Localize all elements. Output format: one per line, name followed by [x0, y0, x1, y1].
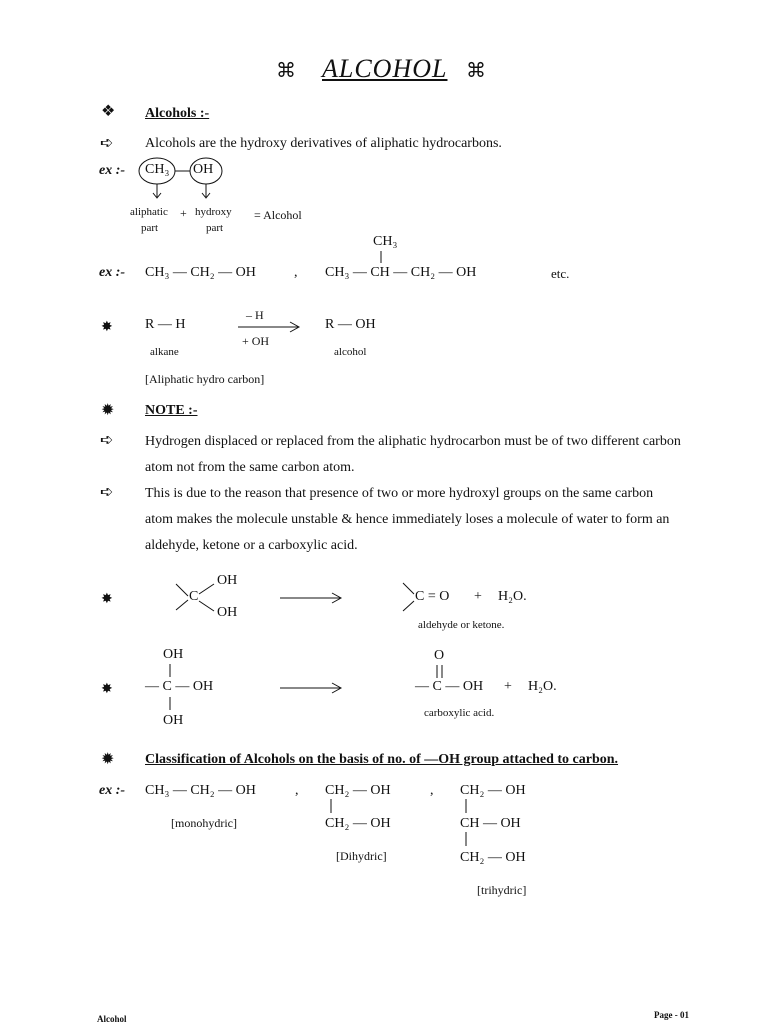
trihydric-line-2: CH — OH	[460, 816, 521, 831]
etc-text: etc.	[551, 266, 570, 281]
plus-sign: +	[180, 206, 187, 220]
star-bullet-icon: ✹	[101, 402, 115, 419]
definition-text: Alcohols are the hydroxy derivatives of aliphatic hydrocarbons.	[145, 136, 502, 151]
hydroxyl-bottom: OH	[163, 713, 184, 728]
carbonyl-formula: C = O	[415, 589, 450, 604]
plus-sign: +	[504, 679, 512, 694]
star-bullet-icon: ✸	[101, 682, 113, 697]
arrow-bullet-icon: ➪	[100, 135, 114, 152]
alcohol-label: alcohol	[334, 346, 367, 358]
example-label: ex :-	[99, 783, 126, 798]
note-paragraph-1: Hydrogen displaced or replaced from the aliphatic hydrocarbon must be of two different carbon atom not from the same carbon atom.	[145, 434, 681, 475]
trihydric-line-1: CH₂ — OH	[460, 783, 526, 798]
classification-heading: Classification of Alcohols on the basis of no. of —OH group attached to carbon.	[145, 752, 619, 767]
plus-sign: +	[474, 589, 482, 604]
comma: ,	[430, 783, 434, 798]
water-formula: H₂O.	[528, 679, 557, 694]
carboxyl-formula: — C — OH	[415, 679, 484, 694]
star-bullet-icon: ✹	[101, 751, 115, 768]
methyl-branch: CH₃	[373, 234, 398, 249]
hydroxyl-top: OH	[217, 573, 238, 588]
section-heading-alcohols: Alcohols :-	[145, 106, 210, 121]
arrow-bullet-icon: ➪	[100, 484, 114, 501]
page-title: ALCOHOL	[322, 54, 448, 83]
orthoacid-center: — C — OH	[145, 679, 214, 694]
star-bullet-icon: ✸	[101, 592, 113, 607]
arrow-below-text: + OH	[242, 334, 270, 348]
oxygen-atom: O	[434, 648, 445, 663]
note-paragraph-2: This is due to the reason that presence of two or more hydroxyl groups on the same carbon atom makes the molecule unstable & hence immediately loses a molecule of water to form an aldehyde, ketone or a carboxylic acid.	[145, 486, 670, 553]
hydroxy-label: hydroxy	[195, 206, 232, 218]
isobutanol-formula: CH₃ — CH — CH₂ — OH	[325, 265, 477, 280]
hydroxyl-top: OH	[163, 647, 184, 662]
arrow-bullet-icon: ➪	[100, 432, 114, 449]
ethanol-formula: CH₃ — CH₂ — OH	[145, 265, 256, 280]
trihydric-line-3: CH₂ — OH	[460, 850, 526, 865]
comma: ,	[294, 265, 298, 280]
note-heading: NOTE :-	[145, 403, 198, 418]
footer-chapter: Alcohol	[97, 1014, 127, 1024]
ch3-group: CH₃	[145, 162, 170, 177]
alkane-label: alkane	[150, 346, 179, 358]
alkane-formula: R — H	[145, 317, 186, 332]
aldehyde-ketone-label: aldehyde or ketone.	[418, 619, 505, 631]
comma: ,	[295, 783, 299, 798]
carbon-atom: C	[189, 589, 199, 604]
arrow-above-text: – H	[246, 308, 264, 322]
example-label: ex :-	[99, 265, 126, 280]
carboxylic-acid-label: carboxylic acid.	[424, 707, 495, 719]
aliphatic-part-label: part	[141, 222, 159, 234]
water-formula: H₂O.	[498, 589, 527, 604]
dihydric-label: [Dihydric]	[336, 849, 387, 863]
aliphatic-label: aliphatic	[130, 206, 168, 218]
example-label: ex :-	[99, 163, 126, 178]
aliphatic-hydrocarbon-note: [Aliphatic hydro carbon]	[145, 372, 265, 386]
alcohol-formula: R — OH	[325, 317, 376, 332]
footer-page-number: Page - 01	[654, 1010, 689, 1020]
dihydric-line-2: CH₂ — OH	[325, 816, 391, 831]
command-symbol-left-icon: ⌘	[276, 60, 296, 82]
star-bullet-icon: ✸	[101, 320, 113, 335]
equals-alcohol: = Alcohol	[254, 208, 302, 222]
hydroxyl-bottom: OH	[217, 605, 238, 620]
hydroxy-part-label: part	[206, 222, 224, 234]
oh-group: OH	[193, 162, 214, 177]
monohydric-formula: CH₃ — CH₂ — OH	[145, 783, 256, 798]
trihydric-label: [trihydric]	[477, 883, 527, 897]
monohydric-label: [monohydric]	[171, 816, 237, 830]
dihydric-line-1: CH₂ — OH	[325, 783, 391, 798]
diamond-bullet-icon: ❖	[101, 103, 116, 120]
command-symbol-right-icon: ⌘	[466, 60, 486, 82]
